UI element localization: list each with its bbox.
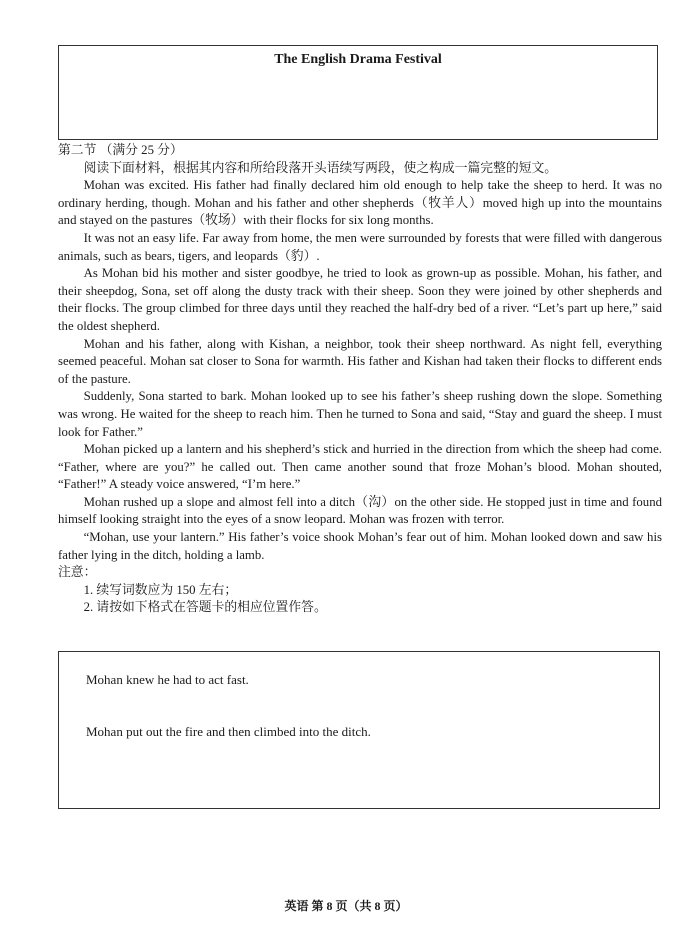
section-heading: 第二节 （满分 25 分） [58, 143, 183, 157]
story-paragraph: Mohan was excited. His father had finally declared him old enough to help take the sheep to herd. It was no ordinary herding, though. Mohan and his father and other shepherds（牧羊人）moved high up into the mountains and stayed on the pastures（牧场）with their flocks for six long months. [58, 178, 662, 228]
story-paragraph: As Mohan bid his mother and sister goodbye, he tried to look as grown-up as possible. Mohan, his father, and their sheepdog, Sona, set off along the dusty track with their sheep. Soon they were joined by other shepherds and their flocks. The group climbed for three days until they reached the half-dry bed of a river. “Let’s part up here,” said the oldest shepherd. [58, 266, 662, 333]
note-item: 2. 请按如下格式在答题卡的相应位置作答。 [83, 600, 327, 615]
story-paragraph: Mohan picked up a lantern and his shepherd’s stick and hurried in the direction from which the sheep had come. “Father, where are you?” he called out. Then came another sound that froze Mohan’s blood. Mohan shouted, “Father!” A steady voice answered, “I’m here.” [58, 442, 662, 492]
box-title: The English Drama Festival [274, 52, 442, 67]
notes-heading: 注意： [58, 565, 97, 580]
writing-section-2 [58, 142, 662, 617]
note-item: 1. 续写词数应为 150 左右； [83, 582, 238, 597]
section-instruction: 阅读下面材料，根据其内容和所给段落开头语续写两段，使之构成一篇完整的短文。 [83, 160, 558, 175]
answer-box-continuation [58, 651, 660, 809]
story-paragraph: “Mohan, use your lantern.” His father’s voice shook Mohan’s fear out of him. Mohan looked down and saw his father lying in the ditch, holding a lamb. [58, 530, 662, 562]
story-paragraph: Suddenly, Sona started to bark. Mohan looked up to see his father’s sheep rushing down the slope. Something was wrong. He waited for the sheep to reach him. Then he turned to Sona and said, “Stay and guard the sheep. I must look for Father.” [58, 389, 662, 439]
story-paragraph: It was not an easy life. Far away from home, the men were surrounded by forests that were filled with dangerous animals, such as bears, tigers, and leopards（豹）. [58, 230, 662, 263]
answer-box-section-1 [58, 45, 658, 140]
paragraph-opener-2: Mohan put out the fire and then climbed into the ditch. [86, 724, 371, 739]
story-paragraph: Mohan and his father, along with Kishan, a neighbor, took their sheep northward. As night fell, everything seemed peaceful. Mohan sat closer to Sona for warmth. His father and Kishan had taken their flocks to different ends of the pasture. [58, 336, 662, 386]
paragraph-opener-1: Mohan knew he had to act fast. [86, 672, 249, 687]
page-footer: 英语 第 8 页（共 8 页） [284, 899, 408, 913]
story-paragraph: Mohan rushed up a slope and almost fell into a ditch（沟）on the other side. He stopped just in time and found himself looking straight into the eyes of a snow leopard. Mohan was frozen with terror. [58, 494, 662, 527]
